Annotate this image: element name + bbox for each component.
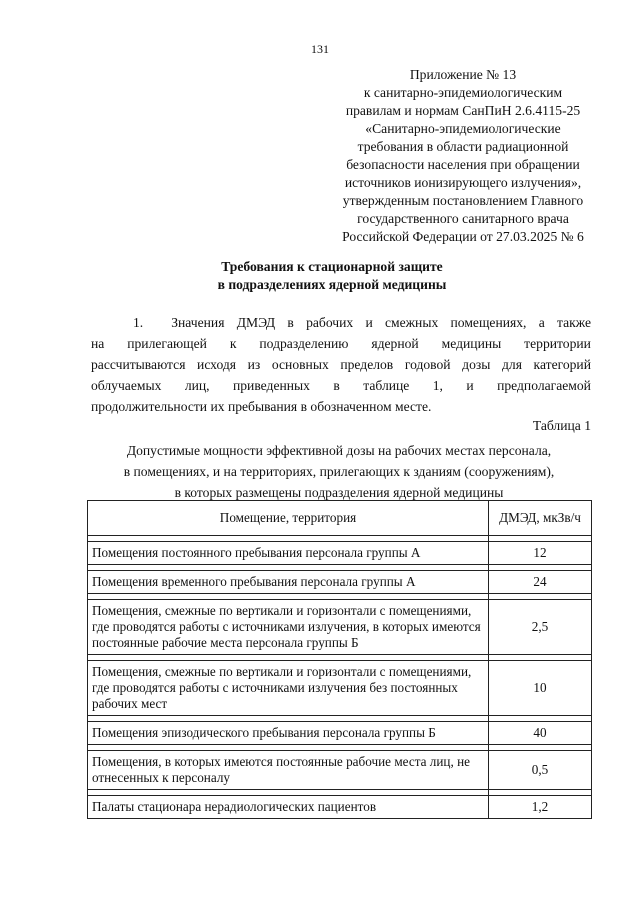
appendix-header <box>318 66 608 246</box>
dose-rate-cell: 2,5 <box>489 600 592 655</box>
table-label: Таблица 1 <box>532 418 591 433</box>
paragraph-word: подразделению <box>259 336 349 351</box>
paragraph-1 <box>91 312 591 417</box>
caption-line: в помещениях, и на территориях, прилегающих к зданиям (сооружениям), <box>123 464 555 479</box>
paragraph-text: Значения ДМЭД в рабочих и смежных помещениях, а также <box>171 315 591 330</box>
appendix-line: государственного санитарного врача <box>357 211 569 226</box>
table-row <box>88 796 592 819</box>
room-cell: Помещения, в которых имеются постоянные рабочие места лиц, не отнесенных к персоналу <box>88 751 489 790</box>
room-cell: Палаты стационара нерадиологических пациентов <box>88 796 489 819</box>
table-row <box>88 751 592 790</box>
appendix-line: утвержденным постановлением Главного <box>342 193 584 208</box>
caption-line: в которых размещены подразделения ядерной медицины <box>174 485 504 500</box>
dose-rate-table <box>87 500 592 819</box>
paragraph-line <box>91 354 591 375</box>
table-row <box>88 722 592 745</box>
appendix-line: источников ионизирующего излучения», <box>344 175 582 190</box>
column-header-room: Помещение, территория <box>88 501 489 536</box>
appendix-line: правилам и нормам СанПиН 2.6.4115-25 <box>345 103 581 118</box>
paragraph-word: территории <box>524 336 591 351</box>
table-row <box>88 542 592 565</box>
table-row <box>88 661 592 716</box>
paragraph-word: лиц, <box>184 378 210 393</box>
paragraph-word: на <box>91 336 105 351</box>
table-row <box>88 571 592 594</box>
room-cell: Помещения эпизодического пребывания персонала группы Б <box>88 722 489 745</box>
paragraph-word: 1, <box>432 378 443 393</box>
paragraph-number: 1. <box>133 315 144 330</box>
paragraph-line <box>91 312 591 333</box>
appendix-line: Российской Федерации от 27.03.2025 № 6 <box>342 229 584 244</box>
room-cell: Помещения временного пребывания персонала группы А <box>88 571 489 594</box>
paragraph-text: продолжительности их пребывания в обозначенном месте. <box>91 399 432 414</box>
section-title <box>0 258 640 294</box>
room-cell: Помещения, смежные по вертикали и горизонтали с помещениями, где проводятся работы с источниками излучения без постоянных рабочих мест <box>88 661 489 716</box>
paragraph-word: таблице <box>363 378 410 393</box>
room-cell: Помещения, смежные по вертикали и горизонтали с помещениями, где проводятся работы с источниками излучения, в которых имеются постоянные рабочие места персонала группы Б <box>88 600 489 655</box>
section-title-line: в подразделениях ядерной медицины <box>217 277 447 292</box>
paragraph-word: ядерной <box>371 336 419 351</box>
paragraph-word: приведенных <box>232 378 310 393</box>
paragraph-line <box>91 396 591 417</box>
table-row <box>88 600 592 655</box>
dose-rate-cell: 0,5 <box>489 751 592 790</box>
page-number: 131 <box>311 42 329 56</box>
dose-rate-cell: 10 <box>489 661 592 716</box>
appendix-line: «Санитарно-эпидемиологические <box>365 121 561 136</box>
dose-rate-cell: 12 <box>489 542 592 565</box>
paragraph-line <box>91 333 591 354</box>
dose-rate-cell: 24 <box>489 571 592 594</box>
column-header-dose-rate: ДМЭД, мкЗв/ч <box>489 501 592 536</box>
caption-line: Допустимые мощности эффективной дозы на рабочих местах персонала, <box>126 443 552 458</box>
room-cell: Помещения постоянного пребывания персонала группы А <box>88 542 489 565</box>
paragraph-text: рассчитываются исходя из основных пределов годовой дозы для категорий <box>91 357 591 372</box>
paragraph-word: предполагаемой <box>497 378 591 393</box>
dose-rate-cell: 1,2 <box>489 796 592 819</box>
dose-rate-cell: 40 <box>489 722 592 745</box>
paragraph-line <box>91 375 591 396</box>
paragraph-word: медицины <box>441 336 502 351</box>
paragraph-word: прилегающей <box>127 336 207 351</box>
paragraph-word: в <box>333 378 340 393</box>
table-header-row <box>88 501 592 536</box>
paragraph-word: и <box>466 378 474 393</box>
appendix-line: к санитарно-эпидемиологическим <box>363 85 563 100</box>
section-title-line: Требования к стационарной защите <box>221 259 443 274</box>
paragraph-word: облучаемых <box>91 378 162 393</box>
paragraph-word: к <box>229 336 237 351</box>
appendix-line: требования в области радиационной <box>357 139 569 154</box>
appendix-line: безопасности населения при обращении <box>346 157 580 172</box>
appendix-line: Приложение № 13 <box>409 67 517 82</box>
table-caption <box>0 440 640 503</box>
